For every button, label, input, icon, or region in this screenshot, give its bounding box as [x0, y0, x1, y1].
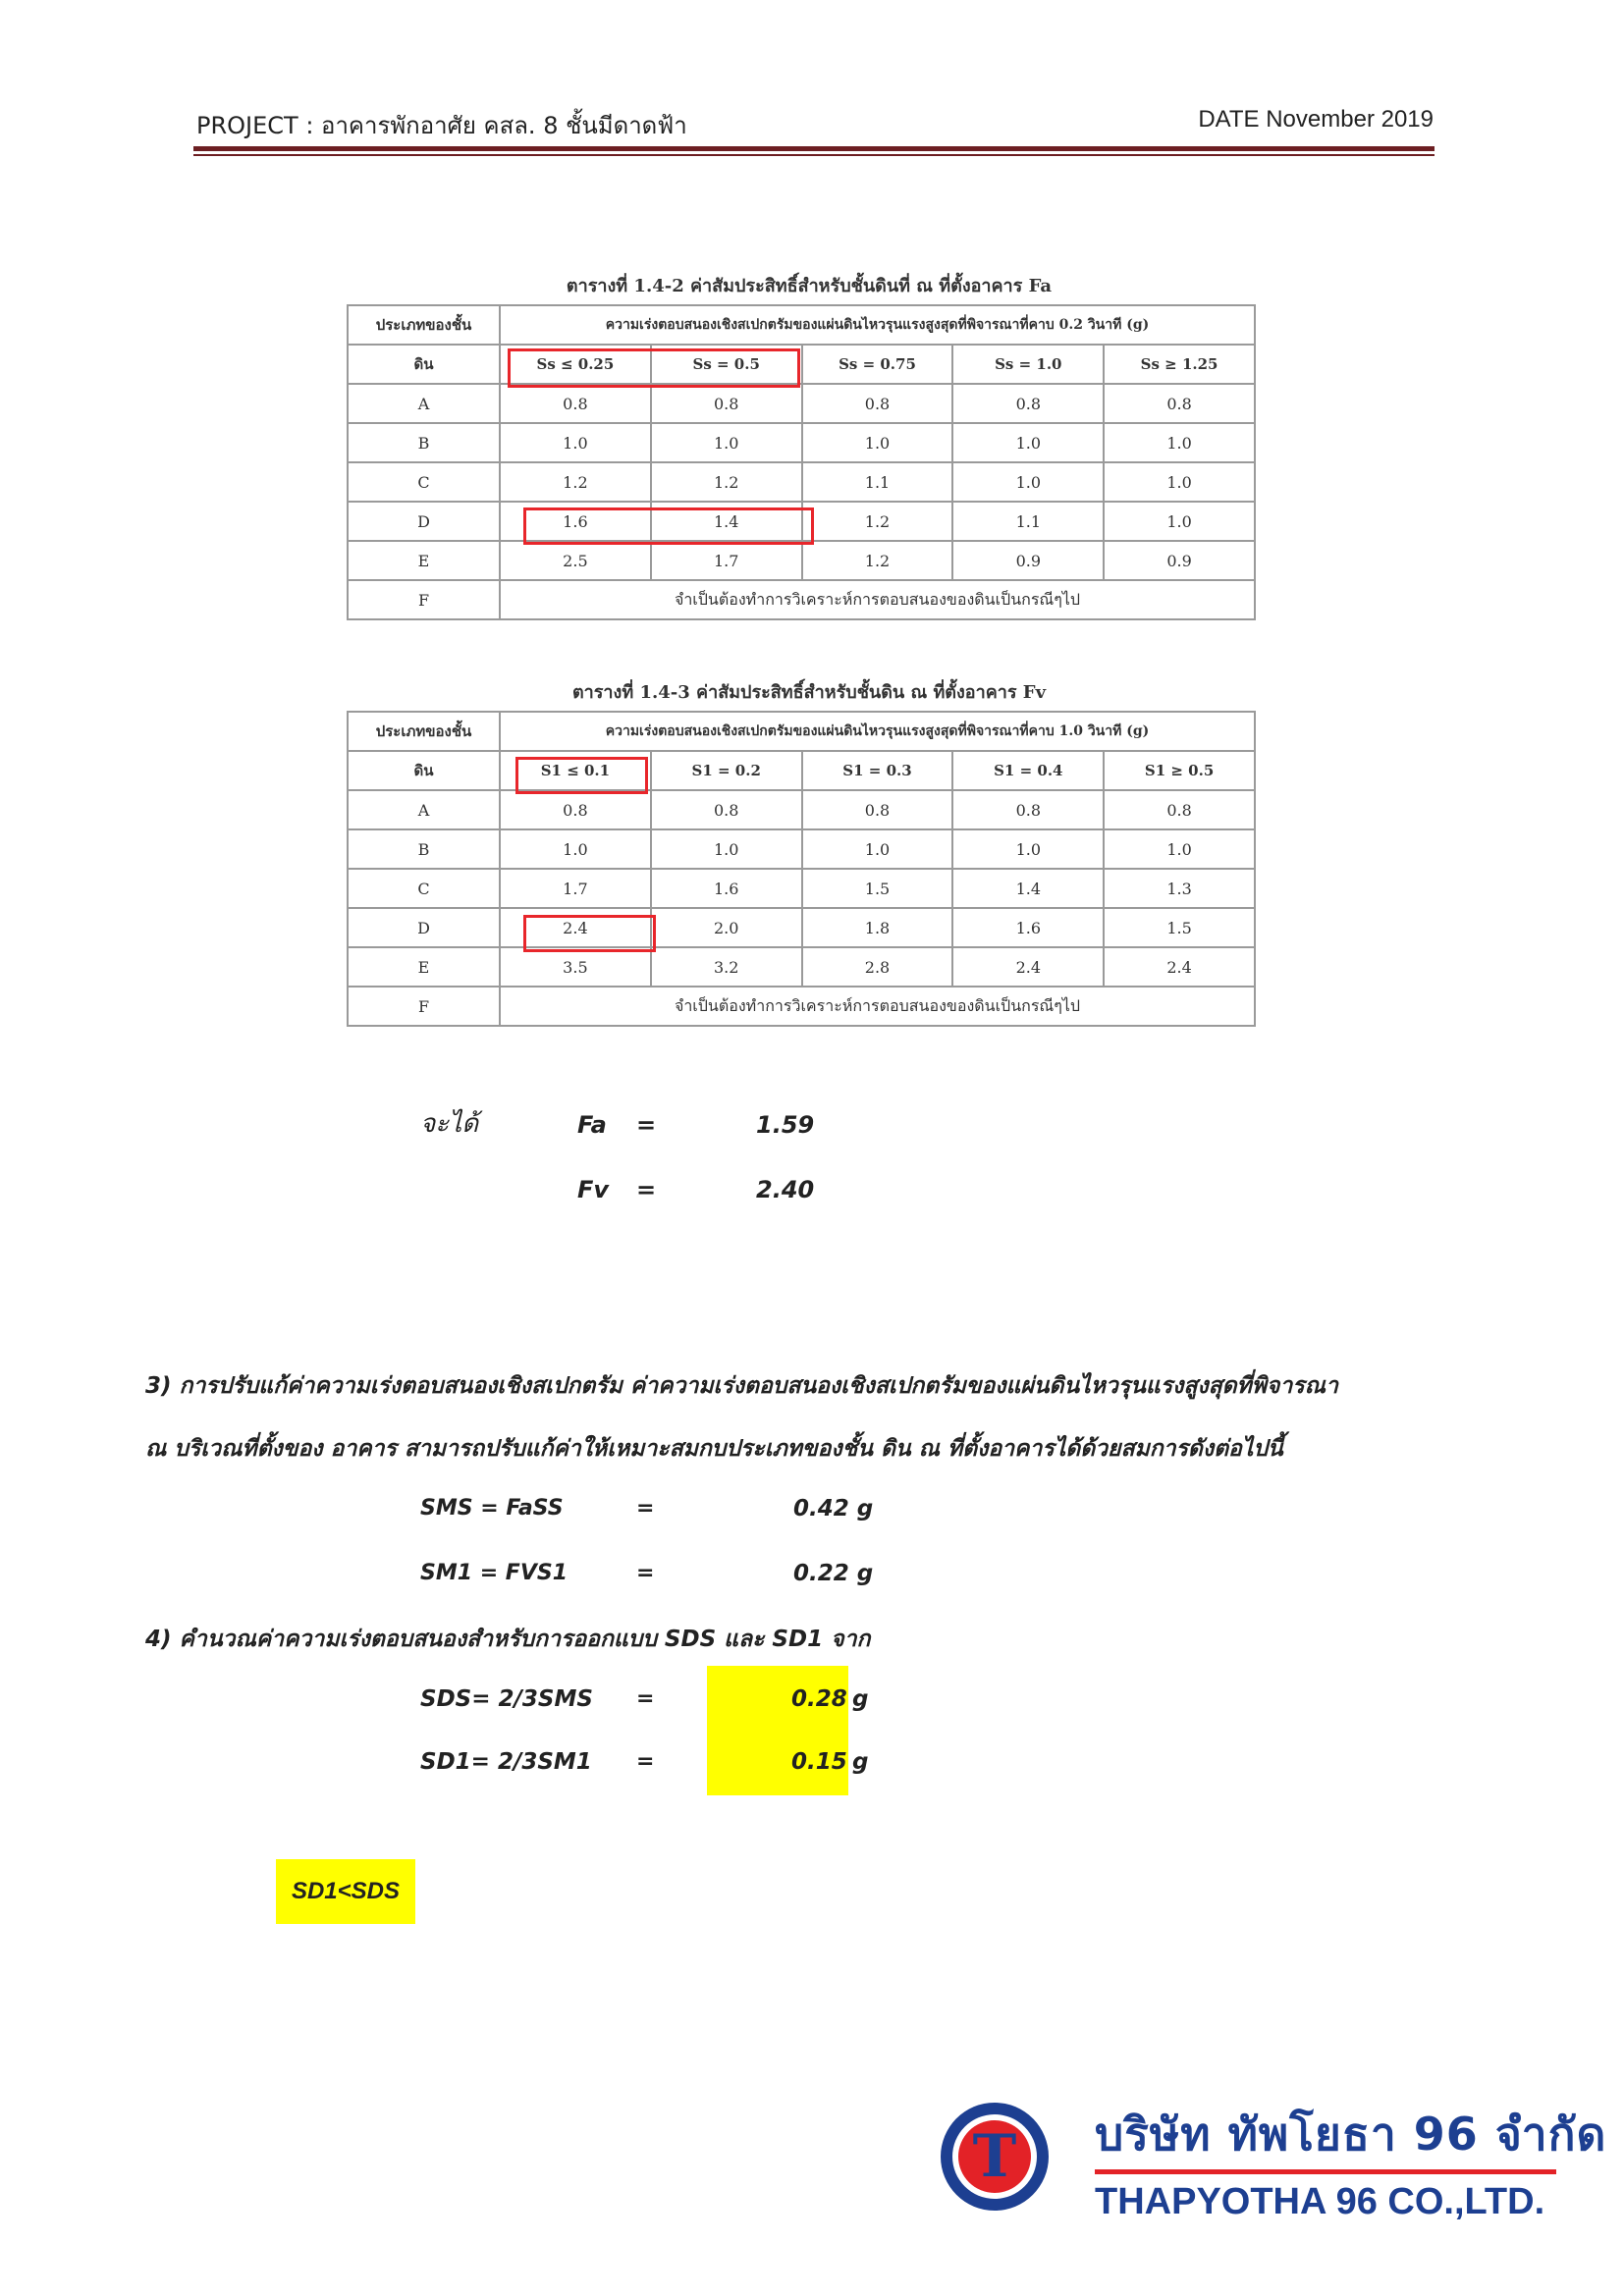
table-cell: 1.0 [1104, 502, 1255, 541]
site-class: F [348, 580, 500, 619]
project-title: PROJECT : อาคารพักอาศัย คสล. 8 ชั้นมีดาดฟ้า [196, 112, 687, 139]
fa-label: Fa [577, 1111, 607, 1139]
table-cell: 0.8 [952, 384, 1104, 423]
conclusion-badge: SD1<SDS [276, 1859, 415, 1924]
table-cell: 1.0 [651, 423, 802, 462]
table-cell: 1.4 [651, 502, 802, 541]
table-cell: 1.3 [1104, 869, 1255, 908]
table-cell: 2.4 [1104, 947, 1255, 987]
sd1-formula: SD1= 2/3SM1 [420, 1749, 592, 1775]
table1-col0-header: ประเภทของชั้น [348, 305, 500, 345]
table-cell: 0.9 [1104, 541, 1255, 580]
table-cell: 1.0 [500, 829, 651, 869]
section3-line2: ณ บริเวณที่ตั้งของ อาคาร สามารถปรับแก้ค่าให้เหมาะสมกบประเภทของชั้น ดิน ณ ที่ตั้งอาคารได้ด้วยสมการดังต่อไปนี้ [145, 1436, 1283, 1462]
design-values-highlight [707, 1666, 848, 1795]
table-row [348, 947, 1255, 987]
selection-box-header [515, 757, 648, 794]
table1-caption: ตารางที่ 1.4-2 ค่าสัมประสิทธิ์สำหรับชั้นดินที่ ณ ที่ตั้งอาคาร Fa [566, 276, 1053, 296]
table2-col0-header-2: ดิน [348, 751, 500, 790]
table-cell: 1.7 [500, 869, 651, 908]
site-class: D [348, 908, 500, 947]
table1-col0-header-2: ดิน [348, 345, 500, 384]
sd1-value: 0.15 [791, 1749, 847, 1775]
section4-line: 4) คำนวณค่าความเร่งตอบสนองสำหรับการออกแบบ SDS และ SD1 จาก [145, 1627, 871, 1652]
table-cell: 0.8 [1104, 384, 1255, 423]
table-row [348, 541, 1255, 580]
table-cell: 1.2 [500, 462, 651, 502]
table-cell: 1.0 [802, 829, 953, 869]
sms-equals: = [636, 1496, 655, 1521]
table2-col-header: S1 ≤ 0.1 [500, 751, 651, 790]
document-date: DATE November 2019 [1198, 106, 1434, 133]
table-row [348, 987, 1255, 1026]
table-cell: 1.4 [952, 869, 1104, 908]
table-cell: 3.2 [651, 947, 802, 987]
table-cell: 1.6 [651, 869, 802, 908]
table-cell: 1.0 [952, 423, 1104, 462]
sm1-value: 0.22 g [793, 1561, 874, 1586]
selection-box-headers [508, 348, 800, 388]
table-cell: 1.1 [802, 462, 953, 502]
table-cell: 3.5 [500, 947, 651, 987]
table-cell: 1.7 [651, 541, 802, 580]
table2-caption: ตารางที่ 1.4-3 ค่าสัมประสิทธิ์สำหรับชั้นดิน ณ ที่ตั้งอาคาร Fv [571, 682, 1047, 703]
table-cell: 2.4 [952, 947, 1104, 987]
table-cell: 0.8 [651, 384, 802, 423]
table-cell: 1.5 [802, 869, 953, 908]
result-lead: จะได้ [420, 1109, 479, 1139]
table-cell: 0.8 [802, 790, 953, 829]
site-class: E [348, 541, 500, 580]
table-row [348, 384, 1255, 423]
table2-col-header: S1 ≥ 0.5 [1104, 751, 1255, 790]
table1-col-header: Ss = 0.75 [802, 345, 953, 384]
sds-unit: g [852, 1686, 869, 1712]
site-class: C [348, 869, 500, 908]
table-cell: 1.6 [952, 908, 1104, 947]
site-class: C [348, 462, 500, 502]
table-cell: 1.0 [952, 829, 1104, 869]
table-cell: 1.1 [952, 502, 1104, 541]
fv-equals: = [636, 1176, 657, 1203]
selection-box-values [523, 507, 814, 545]
table-cell: 2.8 [802, 947, 953, 987]
section3-line1: 3) การปรับแก้ค่าความเร่งตอบสนองเชิงสเปกตรัม ค่าความเร่งตอบสนองเชิงสเปกตรัมของแผ่นดินไหวรุนแรงสูงสุดที่พิจารณา [145, 1373, 1338, 1399]
sd1-equals: = [636, 1749, 655, 1774]
sds-formula: SDS= 2/3SMS [420, 1686, 593, 1712]
table-cell: 1.2 [651, 462, 802, 502]
table-cell: 0.8 [651, 790, 802, 829]
selection-box-value [523, 915, 656, 952]
header-rule-thick [193, 146, 1435, 151]
site-class: B [348, 423, 500, 462]
table-note: จำเป็นต้องทำการวิเคราะห์การตอบสนองของดินเป็นกรณีๆไป [500, 580, 1255, 619]
table-cell: 0.8 [1104, 790, 1255, 829]
table1-fa-coefficients [347, 304, 1256, 620]
table1-col-header: Ss = 1.0 [952, 345, 1104, 384]
table-cell: 0.9 [952, 541, 1104, 580]
table2-fv-coefficients [347, 711, 1256, 1027]
table-row [348, 869, 1255, 908]
logo-letter: T [958, 2120, 1031, 2193]
table-row [348, 829, 1255, 869]
sm1-equals: = [636, 1561, 655, 1585]
table-row [348, 790, 1255, 829]
table2-col-header: S1 = 0.4 [952, 751, 1104, 790]
site-class: B [348, 829, 500, 869]
table-cell: 1.0 [651, 829, 802, 869]
table1-col-header: Ss ≤ 0.25 [500, 345, 651, 384]
sm1-formula: SM1 = FVS1 [420, 1561, 568, 1585]
site-class: A [348, 384, 500, 423]
table-cell: 1.5 [1104, 908, 1255, 947]
table-cell: 1.2 [802, 541, 953, 580]
company-name-thai: บริษัท ทัพโยธา 96 จำกัด [1095, 2108, 1607, 2161]
table-cell: 1.0 [1104, 423, 1255, 462]
sd1-unit: g [852, 1749, 869, 1775]
table-cell: 0.8 [500, 790, 651, 829]
table2-col-header: S1 = 0.3 [802, 751, 953, 790]
fa-value: 1.59 [756, 1111, 815, 1139]
table-cell: 2.5 [500, 541, 651, 580]
logo-divider [1095, 2169, 1556, 2174]
sds-equals: = [636, 1686, 655, 1711]
table-cell: 1.0 [952, 462, 1104, 502]
site-class: A [348, 790, 500, 829]
table-cell: 1.8 [802, 908, 953, 947]
site-class: D [348, 502, 500, 541]
fv-label: Fv [577, 1176, 610, 1203]
table-row [348, 908, 1255, 947]
table2-col-header: S1 = 0.2 [651, 751, 802, 790]
site-class: F [348, 987, 500, 1026]
table-cell: 1.6 [500, 502, 651, 541]
table1-span-header: ความเร่งตอบสนองเชิงสเปกตรัมของแผ่นดินไหวรุนแรงสูงสุดที่พิจารณาที่คาบ 0.2 วินาที (g) [500, 305, 1255, 345]
table-row [348, 580, 1255, 619]
table-cell: 1.2 [802, 502, 953, 541]
table-cell: 1.0 [1104, 829, 1255, 869]
table-cell: 0.8 [952, 790, 1104, 829]
table-cell: 0.8 [500, 384, 651, 423]
table-row [348, 462, 1255, 502]
table2-col0-header: ประเภทของชั้น [348, 712, 500, 751]
table-cell: 1.0 [802, 423, 953, 462]
site-class: E [348, 947, 500, 987]
sds-value: 0.28 [791, 1686, 847, 1712]
table-note: จำเป็นต้องทำการวิเคราะห์การตอบสนองของดินเป็นกรณีๆไป [500, 987, 1255, 1026]
company-name-english: THAPYOTHA 96 CO.,LTD. [1095, 2181, 1545, 2222]
table1-col-header: Ss ≥ 1.25 [1104, 345, 1255, 384]
table2-span-header: ความเร่งตอบสนองเชิงสเปกตรัมของแผ่นดินไหวรุนแรงสูงสุดที่พิจารณาที่คาบ 1.0 วินาที (g) [500, 712, 1255, 751]
table-cell: 1.0 [500, 423, 651, 462]
table-cell: 0.8 [802, 384, 953, 423]
header-rule-thin [193, 154, 1435, 156]
table-cell: 2.0 [651, 908, 802, 947]
fa-equals: = [636, 1111, 657, 1139]
sms-value: 0.42 g [793, 1496, 874, 1522]
table-row [348, 423, 1255, 462]
fv-value: 2.40 [756, 1176, 815, 1203]
table1-col-header: Ss = 0.5 [651, 345, 802, 384]
table-cell: 1.0 [1104, 462, 1255, 502]
table-cell: 2.4 [500, 908, 651, 947]
sms-formula: SMS = FaSS [420, 1496, 564, 1521]
